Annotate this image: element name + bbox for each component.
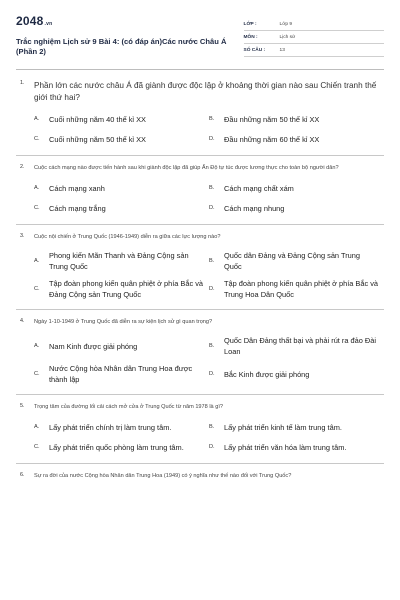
question-number: 1. (20, 80, 25, 86)
option-d[interactable] (209, 132, 384, 146)
question-5 (16, 395, 384, 464)
meta-key: LỚP : (243, 21, 257, 27)
answer-options (16, 420, 384, 454)
option-letter: A. (34, 116, 40, 122)
option-text: Phong kiến Mãn Thanh và Đảng Cộng sản Trung Quốc (49, 251, 189, 271)
option-text: Cách mạng xanh (49, 183, 105, 193)
option-letter: B. (209, 185, 215, 191)
meta-value: Lớp 9 (279, 21, 293, 27)
meta-key: SỐ CÂU : (243, 47, 266, 53)
option-a[interactable] (34, 250, 209, 272)
option-text: Nam Kinh được giải phóng (49, 341, 138, 351)
option-text: Lấy phát triển văn hóa làm trung tâm. (224, 442, 347, 452)
option-text: Đầu những năm 50 thế kỉ XX (224, 114, 320, 124)
question-number: 4. (20, 318, 25, 324)
question-head (16, 164, 384, 172)
answer-options (16, 250, 384, 300)
question-head (16, 403, 384, 411)
option-letter: D. (209, 136, 215, 142)
worksheet-header (16, 14, 384, 57)
option-a[interactable] (34, 335, 209, 357)
question-text: Cuộc nội chiến ở Trung Quốc (1946-1949) diễn ra giữa các lực lượng nào? (34, 234, 221, 240)
option-letter: D. (209, 205, 215, 211)
option-c[interactable] (34, 278, 209, 300)
option-text: Quốc Dân Đảng thất bại và phải rút ra đảo Đài Loan (224, 336, 377, 356)
meta-row-count (244, 44, 384, 57)
logo-text: 2048 (16, 14, 44, 28)
option-b[interactable] (209, 112, 384, 126)
option-letter: B. (209, 258, 215, 264)
meta-value: Lịch sử (279, 34, 296, 40)
header-left (16, 14, 244, 57)
option-c[interactable] (34, 201, 209, 215)
meta-info (244, 18, 384, 57)
option-text: Nước Cộng hòa Nhân dân Trung Hoa được thành lập (49, 364, 193, 384)
option-a[interactable] (34, 112, 209, 126)
option-text: Quốc dân Đảng và Đảng Cộng sản Trung Quốc (224, 251, 360, 271)
option-text: Cách mạng chất xám (224, 183, 294, 193)
option-text: Lấy phát triển quốc phòng làm trung tâm. (49, 442, 184, 452)
option-letter: C. (34, 371, 40, 377)
option-text: Đầu những năm 60 thế kỉ XX (224, 134, 320, 144)
option-d[interactable] (209, 201, 384, 215)
option-letter: A. (34, 424, 40, 430)
meta-value: 13 (279, 47, 285, 53)
option-text: Tập đoàn phong kiến quân phiệt ở phía Bắc và Trung Hoa Dân Quốc (224, 279, 379, 299)
option-text: Bắc Kinh được giải phóng (224, 369, 310, 379)
option-a[interactable] (34, 420, 209, 434)
option-text: Cách mạng trắng (49, 203, 106, 213)
option-text: Lấy phát triển kinh tế làm trung tâm. (224, 422, 342, 432)
option-letter: A. (34, 185, 40, 191)
option-c[interactable] (34, 132, 209, 146)
question-3 (16, 225, 384, 310)
question-number: 3. (20, 233, 25, 239)
option-letter: A. (34, 258, 40, 264)
question-number: 2. (20, 164, 25, 170)
option-letter: A. (34, 343, 40, 349)
option-d[interactable] (209, 440, 384, 454)
question-text: Cuộc cách mạng nào được tiến hành sau khi giành độc lập đã giúp Ấn Độ tự túc được lương thực cho toàn bộ người dân? (34, 165, 339, 171)
option-c[interactable] (34, 363, 209, 385)
meta-row-class (244, 18, 384, 31)
answer-options (16, 112, 384, 146)
option-letter: D. (209, 371, 215, 377)
option-letter: C. (34, 205, 40, 211)
page-title: Trắc nghiệm Lịch sử 9 Bài 4: (có đáp án)Các nước Châu Á (Phần 2) (16, 37, 227, 56)
option-text: Lấy phát triển chính trị làm trung tâm. (49, 422, 172, 432)
question-head (16, 472, 384, 480)
option-text: Cuối những năm 40 thế kỉ XX (49, 114, 146, 124)
question-head (16, 78, 384, 103)
question-text: Phần lớn các nước châu Á đã giành được độc lập ở khoảng thời gian nào sau Chiến tranh thế giới thứ hai? (34, 81, 377, 102)
option-letter: C. (34, 136, 40, 142)
question-number: 5. (20, 403, 25, 409)
option-text: Tập đoàn phong kiến quân phiệt ở phía Bắc và Đảng Cộng sản Trung Quốc (49, 279, 204, 299)
option-text: Cách mạng nhung (224, 203, 285, 213)
option-letter: D. (209, 286, 215, 292)
option-letter: B. (209, 116, 215, 122)
option-b[interactable] (209, 420, 384, 434)
option-letter: B. (209, 343, 215, 349)
logo-suffix: .vn (44, 21, 53, 27)
question-4 (16, 310, 384, 395)
question-number: 6. (20, 472, 25, 478)
question-2 (16, 156, 384, 225)
option-b[interactable] (209, 250, 384, 272)
question-text: Sự ra đời của nước Cộng hòa Nhân dân Trung Hoa (1949) có ý nghĩa như thế nào đối với Trung Quốc? (34, 473, 292, 479)
question-1 (16, 70, 384, 156)
question-head (16, 233, 384, 241)
option-b[interactable] (209, 335, 384, 357)
option-letter: C. (34, 444, 40, 450)
question-text: Ngày 1-10-1949 ở Trung Quốc đã diễn ra sự kiện lịch sử gì quan trọng? (34, 319, 213, 325)
meta-row-subject (244, 31, 384, 44)
question-text: Trọng tâm của đường lối cải cách mở cửa ở Trung Quốc từ năm 1978 là gì? (34, 404, 223, 410)
option-c[interactable] (34, 440, 209, 454)
option-letter: D. (209, 444, 215, 450)
option-a[interactable] (34, 181, 209, 195)
option-d[interactable] (209, 363, 384, 385)
option-letter: C. (34, 286, 40, 292)
answer-options (16, 181, 384, 215)
option-d[interactable] (209, 278, 384, 300)
site-logo[interactable] (16, 14, 244, 31)
option-text: Cuối những năm 50 thế kỉ XX (49, 134, 146, 144)
answer-options (16, 335, 384, 385)
meta-key: MÔN : (243, 34, 258, 40)
question-head (16, 318, 384, 326)
question-6 (16, 464, 384, 489)
option-letter: B. (209, 424, 215, 430)
option-b[interactable] (209, 181, 384, 195)
